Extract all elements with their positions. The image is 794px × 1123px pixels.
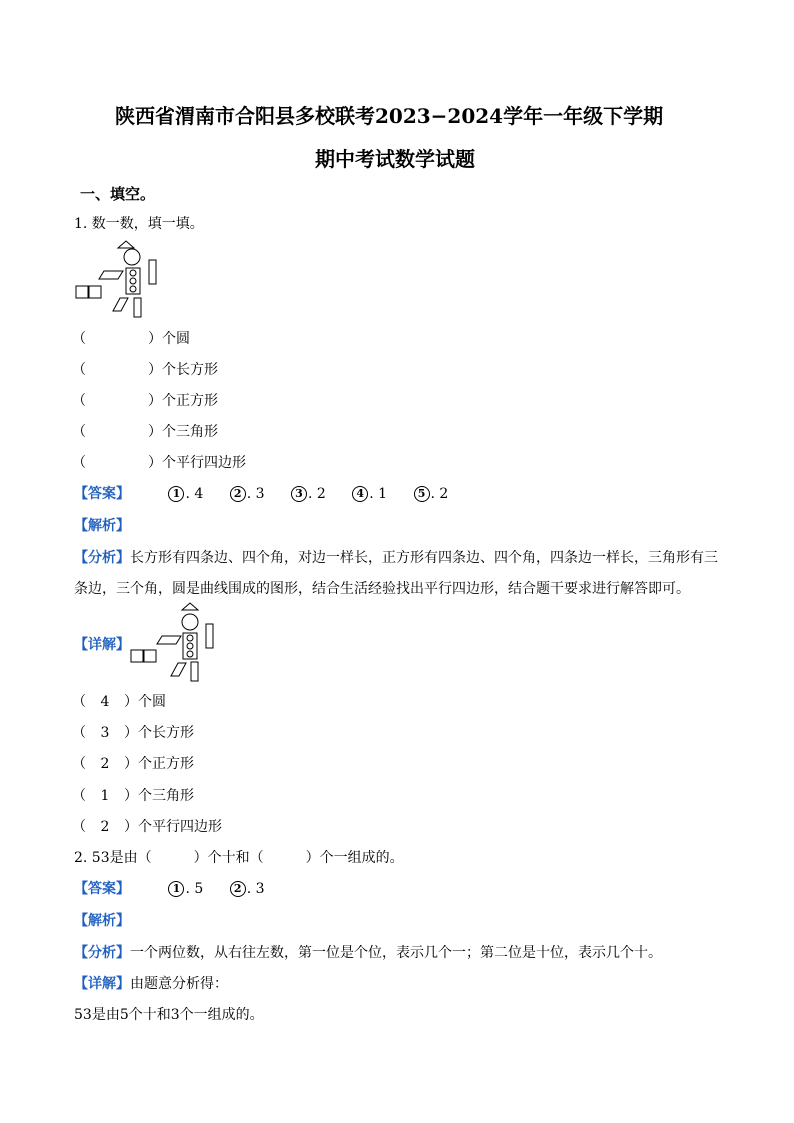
detail-unit: 个平行四边形	[138, 819, 222, 835]
document-title-line1: 陕西省渭南市合阳县多校联考2023−2024学年一年级下学期	[115, 104, 664, 128]
detail-text: 由题意分析得：	[130, 976, 228, 992]
figure-body-circle-1	[130, 270, 136, 276]
answer-number-circle: 2	[230, 881, 246, 897]
blank-unit: 个三角形	[162, 424, 218, 440]
blank-row-parallelogram	[72, 452, 246, 472]
figure-body-circle-1	[187, 635, 193, 641]
detail-unit: 个三角形	[138, 788, 194, 804]
figure-square-2	[89, 286, 101, 298]
figure-body-circle-2	[130, 278, 136, 284]
q1-analysis-line-2: 条边，三个角，圆是曲线围成的图形，结合生活经验找出平行四边形，结合题干要求进行解答即可。	[74, 581, 690, 597]
figure-body-rectangle	[183, 633, 197, 659]
answer-value: . 1	[369, 486, 388, 502]
blank-unit: 个长方形	[162, 362, 218, 378]
paren-close: ）	[148, 362, 162, 378]
answer-value: . 3	[246, 486, 265, 502]
paren-open: （	[72, 455, 86, 471]
blank-row-circle	[72, 328, 190, 348]
figure-triangle	[182, 603, 198, 610]
detail-row-square	[72, 753, 194, 773]
paren-open: （	[72, 819, 86, 835]
paren-close: ）	[124, 694, 138, 710]
q1-answer-line	[74, 483, 470, 503]
blank-unit: 个圆	[162, 331, 190, 347]
paren-close: ）	[148, 455, 162, 471]
detail-row-rectangle	[72, 722, 194, 742]
paren-open: （	[72, 694, 86, 710]
paren-close: ）	[124, 819, 138, 835]
blank-row-square	[72, 390, 218, 410]
paren-open: （	[72, 331, 86, 347]
figure-square-2	[144, 650, 156, 662]
section-heading: 一、填空。	[80, 185, 156, 203]
paren-close: ）	[124, 788, 138, 804]
figure-body-rectangle	[126, 268, 140, 294]
shapes-figure-detail	[128, 602, 220, 682]
figure-leg-rectangle	[134, 298, 141, 317]
detail-value: 3	[100, 725, 110, 741]
q2-detail-line	[74, 973, 228, 993]
detail-value: 2	[100, 819, 110, 835]
answer-number-circle: 3	[291, 486, 307, 502]
detail-label: 【详解】	[74, 976, 130, 992]
answer-value: . 3	[246, 881, 265, 897]
answer-value: . 5	[185, 881, 204, 897]
detail-row-parallelogram	[72, 816, 222, 836]
paren-close: ）	[148, 424, 162, 440]
figure-head-circle	[124, 249, 140, 265]
document-title-line2: 期中考试数学试题	[315, 147, 475, 171]
answer-value: . 2	[307, 486, 326, 502]
q2-answer-line	[74, 878, 287, 898]
detail-value: 4	[100, 694, 110, 710]
detail-row-triangle	[72, 785, 194, 805]
fenxi-text: 一个两位数，从右往左数，第一位是个位，表示几个一；第二位是十位，表示几个十。	[130, 945, 662, 961]
paren-close: ）	[124, 725, 138, 741]
paren-open: （	[72, 725, 86, 741]
q1-analysis-line-1	[74, 547, 718, 567]
figure-body-circle-2	[187, 643, 193, 649]
detail-value: 1	[100, 788, 110, 804]
answer-item	[168, 486, 203, 502]
answer-number-circle: 2	[230, 486, 246, 502]
paren-open: （	[72, 393, 86, 409]
figure-side-rectangle	[206, 624, 213, 648]
paren-close: ）	[148, 393, 162, 409]
figure-body-circle-3	[130, 286, 136, 292]
question-2-stem: 2. 53是由（ ）个十和（ ）个一组成的。	[74, 850, 404, 866]
paren-close: ）	[148, 331, 162, 347]
detail-unit: 个圆	[138, 694, 166, 710]
figure-leg-rectangle	[191, 662, 198, 681]
answer-value: . 2	[430, 486, 449, 502]
question-1-stem: 1. 数一数，填一填。	[74, 216, 204, 232]
answer-number-circle: 1	[168, 881, 184, 897]
fenxi-text: 长方形有四条边、四个角，对边一样长，正方形有四条边、四个角，四条边一样长，三角形有三	[130, 550, 718, 566]
figure-arm-parallelogram	[157, 636, 181, 644]
figure-square-1	[131, 650, 143, 662]
answer-value: . 4	[185, 486, 204, 502]
answer-label: 【答案】	[74, 881, 130, 897]
answer-label: 【答案】	[74, 486, 130, 502]
figure-body-circle-3	[187, 651, 193, 657]
detail-value: 2	[100, 756, 110, 772]
answer-number-circle: 1	[168, 486, 184, 502]
figure-head-circle	[182, 614, 198, 630]
fenxi-label: 【分析】	[74, 550, 130, 566]
figure-side-rectangle	[149, 260, 156, 284]
q1-detail-label: 【详解】	[74, 637, 130, 653]
fenxi-label: 【分析】	[74, 945, 130, 961]
blank-row-rectangle	[72, 359, 218, 379]
figure-leg-parallelogram	[171, 663, 186, 676]
paren-open: （	[72, 788, 86, 804]
figure-square-1	[76, 286, 88, 298]
answer-number-circle: 5	[414, 486, 430, 502]
answer-item	[352, 486, 387, 502]
answer-item	[291, 486, 326, 502]
blank-unit: 个平行四边形	[162, 455, 246, 471]
detail-unit: 个长方形	[138, 725, 194, 741]
detail-unit: 个正方形	[138, 756, 194, 772]
paren-open: （	[72, 424, 86, 440]
figure-triangle	[118, 241, 134, 248]
blank-unit: 个正方形	[162, 393, 218, 409]
q2-analysis-line	[74, 942, 662, 962]
figure-arm-parallelogram	[99, 271, 123, 279]
q2-conclusion: 53是由5个十和3个一组成的。	[74, 1007, 264, 1023]
paren-open: （	[72, 362, 86, 378]
paren-close: ）	[124, 756, 138, 772]
q1-analysis-label: 【解析】	[74, 518, 130, 534]
answer-item	[230, 881, 265, 897]
figure-leg-parallelogram	[113, 298, 128, 311]
answer-item	[168, 881, 203, 897]
answer-item	[414, 486, 449, 502]
answer-item	[230, 486, 265, 502]
detail-row-circle	[72, 691, 166, 711]
shapes-figure	[74, 240, 166, 320]
q2-analysis-label: 【解析】	[74, 913, 130, 929]
blank-row-triangle	[72, 421, 218, 441]
paren-open: （	[72, 756, 86, 772]
answer-number-circle: 4	[352, 486, 368, 502]
